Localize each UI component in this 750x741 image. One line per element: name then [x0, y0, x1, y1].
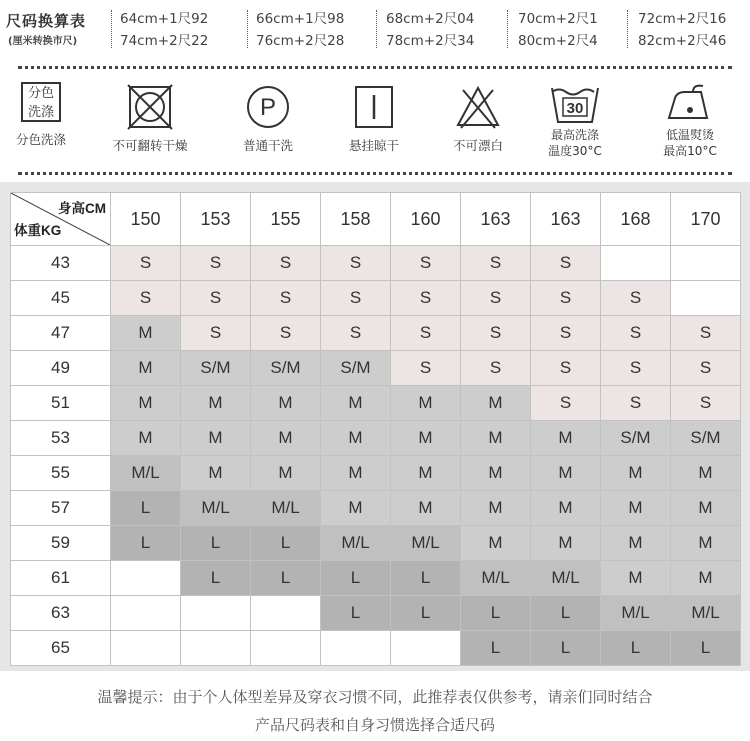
size-cell: M/L — [461, 561, 531, 596]
height-header: 163 — [461, 193, 531, 246]
size-cell: S — [181, 246, 251, 281]
conversion-column — [386, 8, 474, 52]
conversion-value: 78cm+2尺34 — [386, 33, 475, 49]
size-cell: M — [391, 456, 461, 491]
size-cell: S — [391, 316, 461, 351]
size-cell: M — [321, 421, 391, 456]
divider — [376, 10, 377, 48]
size-cell: M — [111, 421, 181, 456]
size-cell: M — [181, 456, 251, 491]
care-item-no-tumble-dry — [100, 82, 200, 153]
conversion-value: 72cm+2尺16 — [638, 11, 727, 27]
divider — [111, 10, 112, 48]
size-cell: L — [181, 561, 251, 596]
care-label-temperature: 最高10°C — [663, 144, 717, 158]
svg-text:P: P — [259, 94, 277, 121]
size-cell: M — [181, 386, 251, 421]
size-cell: S — [251, 246, 321, 281]
size-cell: M/L — [111, 456, 181, 491]
size-cell — [321, 631, 391, 666]
size-cell: S — [461, 351, 531, 386]
table-row — [11, 491, 741, 526]
weight-cell: 45 — [11, 281, 111, 316]
no-tumble-dry-icon — [125, 82, 175, 132]
size-cell: M — [321, 386, 391, 421]
conversion-value: 64cm+1尺92 — [120, 11, 209, 27]
size-cell: M — [531, 526, 601, 561]
size-cell: M — [671, 526, 741, 561]
table-row — [11, 316, 741, 351]
size-cell: M — [671, 561, 741, 596]
height-header: 158 — [321, 193, 391, 246]
size-cell: M — [461, 421, 531, 456]
care-label-temperature: 温度30°C — [548, 144, 602, 158]
size-cell — [391, 631, 461, 666]
size-cell: S — [391, 281, 461, 316]
size-cell — [601, 246, 671, 281]
size-cell: M — [461, 526, 531, 561]
size-cell — [181, 631, 251, 666]
size-cell: M/L — [671, 596, 741, 631]
size-cell: M — [461, 491, 531, 526]
size-cell: M — [321, 491, 391, 526]
size-cell: M — [601, 456, 671, 491]
conversion-value: 70cm+2尺1 — [518, 11, 598, 27]
height-header: 160 — [391, 193, 461, 246]
care-label: 不可漂白 — [452, 138, 503, 153]
size-cell: M — [251, 456, 321, 491]
size-cell: M — [391, 421, 461, 456]
no-bleach-icon — [453, 82, 503, 132]
size-cell: L — [531, 596, 601, 631]
size-cell — [111, 631, 181, 666]
size-cell: L — [671, 631, 741, 666]
size-cell: L — [391, 596, 461, 631]
size-conversion-header — [0, 0, 750, 58]
size-cell: S — [391, 351, 461, 386]
height-header: 170 — [671, 193, 741, 246]
table-row — [11, 631, 741, 666]
conversion-column — [638, 8, 726, 52]
wash-30-icon — [548, 82, 602, 126]
size-cell: M/L — [251, 491, 321, 526]
size-cell: L — [181, 526, 251, 561]
size-cell: M — [601, 561, 671, 596]
size-cell: M — [391, 386, 461, 421]
divider — [627, 10, 628, 48]
size-cell: M — [181, 421, 251, 456]
table-row — [11, 596, 741, 631]
size-cell: S/M — [671, 421, 741, 456]
size-cell: S — [601, 386, 671, 421]
size-cell: S/M — [601, 421, 671, 456]
size-cell: M — [461, 456, 531, 491]
conversion-title: 尺码换算表 — [6, 12, 87, 30]
size-cell: S — [251, 281, 321, 316]
weight-axis-label: 体重KG — [14, 223, 62, 238]
size-cell: S — [601, 281, 671, 316]
size-cell: M/L — [181, 491, 251, 526]
weight-cell: 55 — [11, 456, 111, 491]
weight-cell: 51 — [11, 386, 111, 421]
size-cell: L — [601, 631, 671, 666]
conversion-column — [518, 8, 598, 52]
size-cell: L — [251, 561, 321, 596]
size-cell: M — [671, 491, 741, 526]
size-cell: S — [461, 281, 531, 316]
height-header: 168 — [601, 193, 671, 246]
table-header-row — [11, 193, 741, 246]
size-cell: M — [601, 491, 671, 526]
size-cell: S — [601, 351, 671, 386]
size-cell: L — [111, 491, 181, 526]
size-cell: M — [111, 351, 181, 386]
size-cell — [251, 596, 321, 631]
size-cell: S — [181, 281, 251, 316]
size-cell — [251, 631, 321, 666]
size-cell: S — [671, 316, 741, 351]
size-cell: S — [321, 281, 391, 316]
size-cell: M — [461, 386, 531, 421]
size-cell: S/M — [181, 351, 251, 386]
table-row — [11, 246, 741, 281]
size-cell: M — [531, 491, 601, 526]
size-cell: S/M — [251, 351, 321, 386]
size-cell: L — [391, 561, 461, 596]
size-cell: S — [531, 246, 601, 281]
dotted-divider — [18, 172, 732, 175]
care-item-separate-wash — [0, 82, 91, 147]
size-cell: S — [461, 246, 531, 281]
size-cell: S — [111, 246, 181, 281]
size-cell: S — [531, 281, 601, 316]
size-cell: S — [111, 281, 181, 316]
conversion-value: 66cm+1尺98 — [256, 11, 345, 27]
weight-cell: 65 — [11, 631, 111, 666]
weight-cell: 49 — [11, 351, 111, 386]
weight-cell: 53 — [11, 421, 111, 456]
size-cell: M — [601, 526, 671, 561]
conversion-value: 74cm+2尺22 — [120, 33, 209, 49]
size-cell — [671, 246, 741, 281]
size-cell: S — [671, 386, 741, 421]
size-cell: L — [461, 596, 531, 631]
tip-note-line2: 产品尺码表和自身习惯选择合适尺码 — [254, 716, 495, 734]
table-row — [11, 421, 741, 456]
care-label: 不可翻转干燥 — [112, 138, 188, 153]
height-header: 153 — [181, 193, 251, 246]
size-cell: L — [321, 596, 391, 631]
size-cell: S — [531, 316, 601, 351]
care-label: 悬挂晾干 — [348, 138, 399, 153]
size-cell: S/M — [321, 351, 391, 386]
weight-cell: 57 — [11, 491, 111, 526]
table-row — [11, 561, 741, 596]
size-cell — [111, 596, 181, 631]
care-item-dry-clean — [218, 82, 318, 153]
table-corner-cell — [11, 193, 111, 246]
conversion-value: 76cm+2尺28 — [256, 33, 345, 49]
hang-dry-icon — [349, 82, 399, 132]
size-cell: L — [111, 526, 181, 561]
care-item-hang-dry — [324, 82, 424, 153]
height-header: 150 — [111, 193, 181, 246]
care-label: 分色洗涤 — [15, 132, 66, 147]
care-item-low-iron — [640, 82, 740, 158]
size-cell: M — [531, 421, 601, 456]
size-cell: S — [181, 316, 251, 351]
size-cell: L — [461, 631, 531, 666]
size-cell: S — [391, 246, 461, 281]
conversion-subtitle: (厘米转换市尺) — [8, 36, 78, 47]
size-cell: M — [671, 456, 741, 491]
size-cell: S — [531, 386, 601, 421]
care-item-no-bleach — [428, 82, 528, 153]
divider — [247, 10, 248, 48]
divider — [507, 10, 508, 48]
height-axis-label: 身高CM — [58, 201, 106, 216]
care-label: 最高洗涤 — [550, 128, 599, 142]
conversion-value: 80cm+2尺4 — [518, 33, 598, 49]
table-row — [11, 281, 741, 316]
size-cell: M — [321, 456, 391, 491]
size-cell: L — [531, 631, 601, 666]
size-cell: M — [531, 456, 601, 491]
size-cell: L — [321, 561, 391, 596]
size-cell: L — [251, 526, 321, 561]
size-cell: S — [461, 316, 531, 351]
weight-cell: 43 — [11, 246, 111, 281]
size-cell: M — [111, 386, 181, 421]
height-header: 155 — [251, 193, 321, 246]
conversion-value: 68cm+2尺04 — [386, 11, 475, 27]
size-cell: S — [531, 351, 601, 386]
size-cell — [181, 596, 251, 631]
size-cell: S — [601, 316, 671, 351]
size-cell: M/L — [391, 526, 461, 561]
size-cell — [671, 281, 741, 316]
svg-text:30: 30 — [566, 100, 584, 117]
weight-cell: 59 — [11, 526, 111, 561]
size-cell: S — [321, 316, 391, 351]
dotted-divider — [18, 66, 732, 69]
size-recommendation-table — [10, 192, 741, 666]
tip-note-line1: 温馨提示：由于个人体型差异及穿衣习惯不同，此推荐表仅供参考，请亲们同时结合 — [97, 688, 653, 706]
size-cell: M/L — [321, 526, 391, 561]
size-cell: S — [321, 246, 391, 281]
size-cell: M — [251, 421, 321, 456]
table-row — [11, 351, 741, 386]
size-cell: M — [251, 386, 321, 421]
weight-cell: 63 — [11, 596, 111, 631]
conversion-column — [256, 8, 344, 52]
weight-cell: 61 — [11, 561, 111, 596]
height-header: 163 — [531, 193, 601, 246]
weight-cell: 47 — [11, 316, 111, 351]
table-row — [11, 526, 741, 561]
conversion-column — [120, 8, 208, 52]
size-cell: S — [251, 316, 321, 351]
care-label: 低温熨烫 — [665, 128, 714, 142]
care-item-wash-30 — [525, 82, 625, 158]
size-cell: S — [671, 351, 741, 386]
low-iron-icon — [663, 82, 717, 126]
size-cell: M — [111, 316, 181, 351]
table-row — [11, 456, 741, 491]
size-cell: M/L — [601, 596, 671, 631]
care-label: 普通干洗 — [242, 138, 293, 153]
table-row — [11, 386, 741, 421]
dry-clean-p-icon — [243, 82, 293, 132]
size-cell: M/L — [531, 561, 601, 596]
size-cell: M — [391, 491, 461, 526]
size-cell — [111, 561, 181, 596]
conversion-value: 82cm+2尺46 — [638, 33, 727, 49]
separate-wash-icon: 分色 洗涤 — [21, 82, 61, 122]
